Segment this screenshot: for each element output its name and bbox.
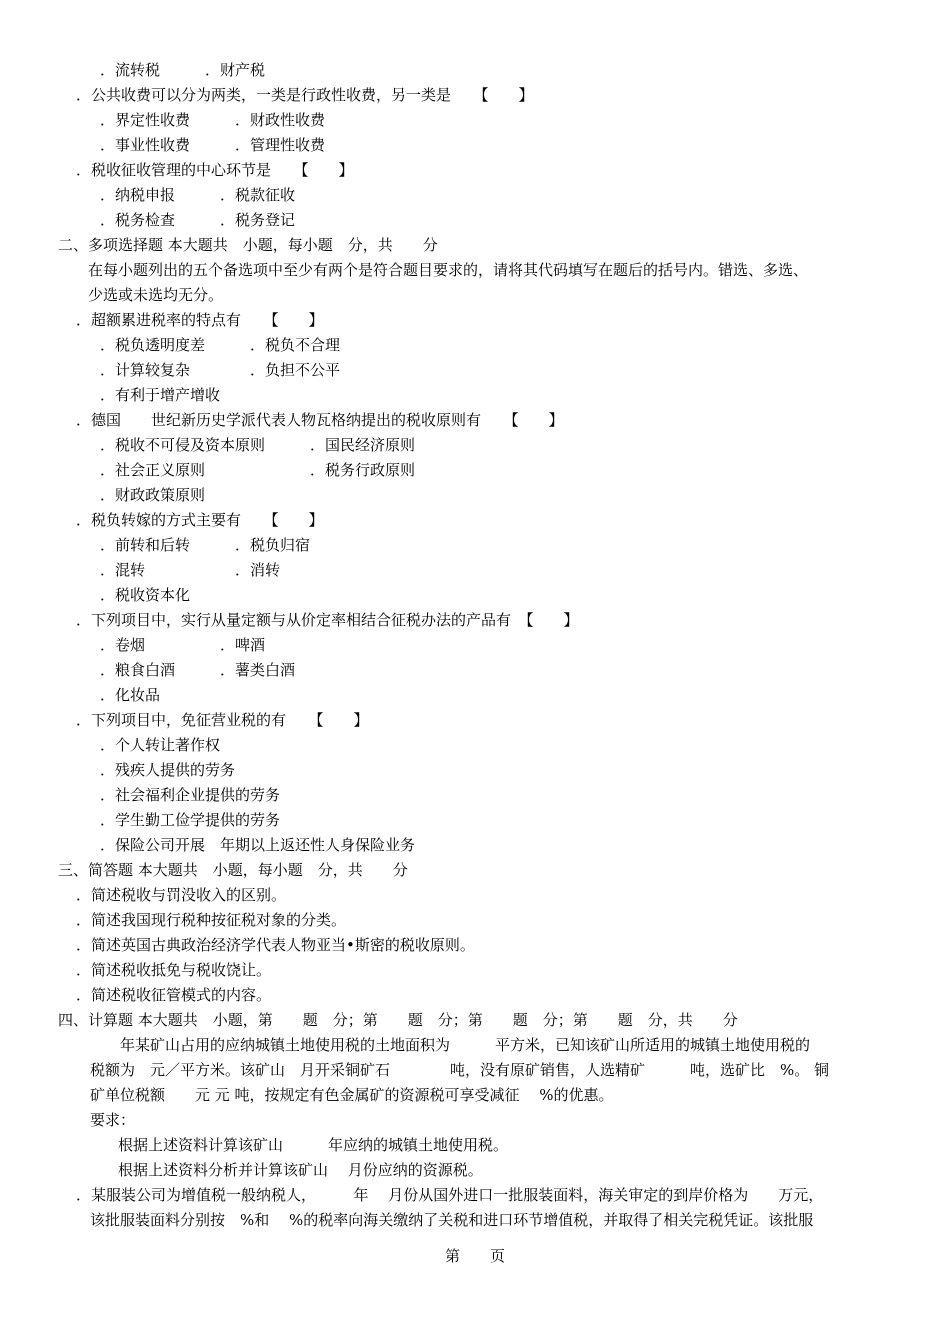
question-line: ．简述我国现行税种按征税对象的分类。 [76, 911, 347, 929]
option-line: ．税收不可侵及资本原则 ．国民经济原则 [100, 436, 416, 454]
option-line: ．个人转让著作权 [100, 736, 221, 754]
option-line: ．计算较复杂 ．负担不公平 [100, 361, 341, 379]
option-line: ．混转 ．消转 [100, 561, 281, 579]
option-line: ．流转税 ．财产税 [100, 61, 266, 79]
question-line: ．简述税收与罚没收入的区别。 [76, 886, 287, 904]
paragraph-line: 年某矿山占用的应纳城镇土地使用税的土地面积为 平方米，已知该矿山所适用的城镇土地使用税的 [90, 1036, 811, 1054]
option-line: ．事业性收费 ．管理性收费 [100, 136, 326, 154]
option-line: ．税负透明度差 ．税负不合理 [100, 336, 341, 354]
question-line: ．下列项目中，免征营业税的有 【 】 [76, 711, 369, 729]
instruction-line: 在每小题列出的五个备选项中至少有两个是符合题目要求的，请将其代码填写在题后的括号内。错选、多选、 [88, 261, 809, 279]
question-line: ．简述税收抵免与税收饶让。 [76, 961, 272, 979]
instruction-line: 少选或未选均无分。 [88, 286, 224, 304]
question-line: ．某服装公司为增值税一般纳税人， 年 月份从国外进口一批服装面料，海关审定的到岸价格为 万元， [76, 1186, 824, 1204]
option-line: ．税务检查 ．税务登记 [100, 211, 296, 229]
section-heading: 四、计算题 本大题共 小题，第 题 分；第 题 分；第 题 分；第 题 分，共 分 [58, 1011, 738, 1029]
section-heading: 三、简答题 本大题共 小题，每小题 分，共 分 [58, 861, 408, 879]
page-footer: 第 页 [444, 1247, 505, 1265]
question-line: ．公共收费可以分为两类，一类是行政性收费，另一类是 【 】 [76, 86, 534, 104]
option-line: ．社会福利企业提供的劳务 [100, 786, 281, 804]
option-line: ．社会正义原则 ．税务行政原则 [100, 461, 416, 479]
paragraph-line: 根据上述资料计算该矿山 年应纳的城镇土地使用税。 [118, 1136, 509, 1154]
option-line: ．化妆品 [100, 686, 161, 704]
option-line: ．税收资本化 [100, 586, 191, 604]
paragraph-line: 该批服装面料分别按 %和 %的税率向海关缴纳了关税和进口环节增值税，并取得了相关完税凭证。该批服 [90, 1211, 814, 1229]
question-line: ．超额累进税率的特点有 【 】 [76, 311, 324, 329]
question-line: ．德国 世纪新历史学派代表人物瓦格纳提出的税收原则有 【 】 [76, 411, 564, 429]
option-line: ．前转和后转 ．税负归宿 [100, 536, 311, 554]
option-line: ．残疾人提供的劳务 [100, 761, 236, 779]
option-line: ．纳税申报 ．税款征收 [100, 186, 296, 204]
paragraph-line: 税额为 元／平方米。该矿山 月开采铜矿石 吨，没有原矿销售，人选精矿 吨，选矿比 %。 铜 [90, 1061, 830, 1079]
question-line: ．税收征收管理的中心环节是 【 】 [76, 161, 354, 179]
question-line: ．简述税收征管模式的内容。 [76, 986, 272, 1004]
option-line: ．界定性收费 ．财政性收费 [100, 111, 326, 129]
option-line: ．学生勤工俭学提供的劳务 [100, 811, 281, 829]
option-line: ．有利于增产增收 [100, 386, 221, 404]
option-line: ．财政政策原则 [100, 486, 206, 504]
question-line: ．下列项目中，实行从量定额与从价定率相结合征税办法的产品有 【 】 [76, 611, 579, 629]
section-heading: 二、多项选择题 本大题共 小题，每小题 分，共 分 [58, 236, 438, 254]
option-line: ．保险公司开展 年期以上返还性人身保险业务 [100, 836, 416, 854]
question-line: ．税负转嫁的方式主要有 【 】 [76, 511, 324, 529]
option-line: ．卷烟 ．啤酒 [100, 636, 266, 654]
paragraph-line: 要求： [90, 1111, 136, 1129]
paragraph-line: 根据上述资料分析并计算该矿山 月份应纳的资源税。 [118, 1161, 483, 1179]
option-line: ．粮食白酒 ．薯类白酒 [100, 661, 296, 679]
paragraph-line: 矿单位税额 元 元 吨，按规定有色金属矿的资源税可享受减征 %的优惠。 [90, 1086, 614, 1104]
question-line: ．简述英国古典政治经济学代表人物亚当•斯密的税收原则。 [76, 936, 475, 954]
